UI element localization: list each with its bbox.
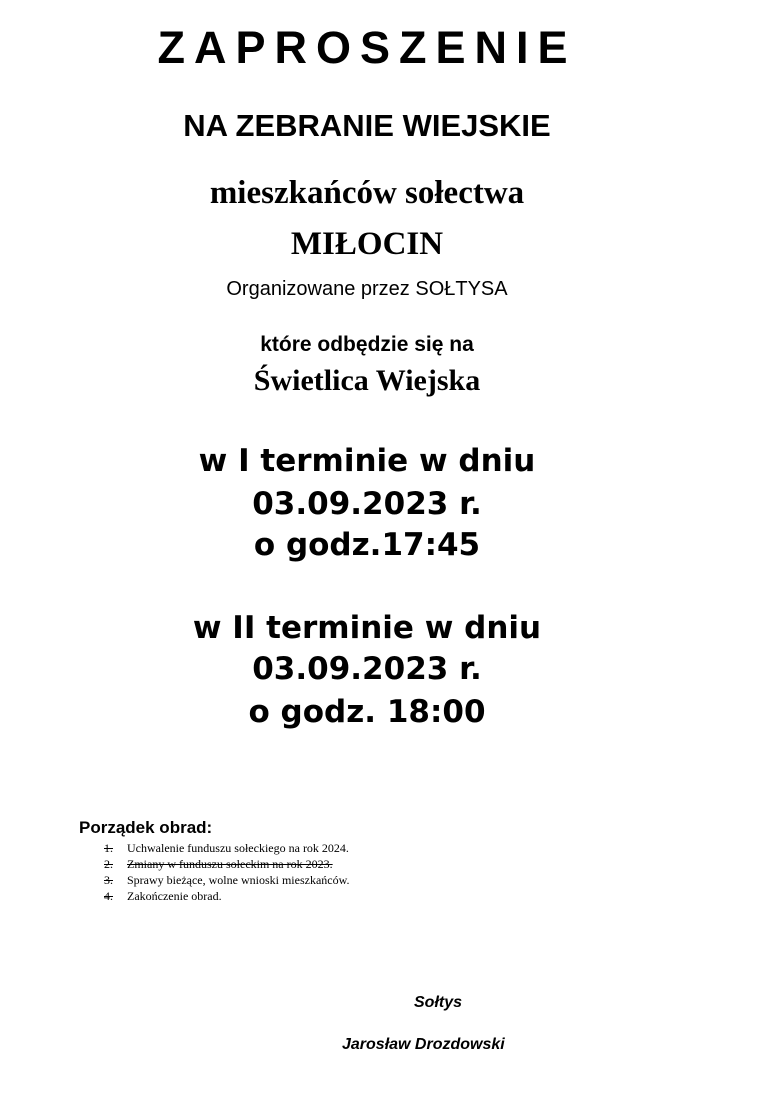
agenda-item [104,840,350,856]
venue-name: Świetlica Wiejska [253,364,481,397]
second-term-time: o godz. 18:00 [248,694,486,730]
agenda-item [104,872,350,888]
residents-line: mieszkańców sołectwa [209,175,525,211]
agenda-item-text: Zakończenie obrad. [127,889,222,903]
first-term-time: o godz.17:45 [253,527,481,563]
agenda-list [104,840,350,904]
signature-role: Sołtys [414,994,463,1011]
agenda-item-number: 2. [104,857,113,871]
meeting-subtitle: NA ZEBRANIE WIEJSKIE [183,108,551,143]
second-term-date: 03.09.2023 r. [252,651,482,687]
first-term-date: 03.09.2023 r. [252,486,482,522]
agenda-title: Porządek obrad: [79,818,213,837]
agenda-item-number: 4. [104,889,113,903]
agenda-item-number: 1. [104,841,113,855]
organizer-line: Organizowane przez SOŁTYSA [226,278,508,300]
agenda-item-text: Sprawy bieżące, wolne wnioski mieszkańców. [127,873,350,887]
agenda-item [104,888,350,904]
first-term-label: w I terminie w dniu [198,443,536,479]
agenda-item-number: 3. [104,873,113,887]
invitation-title: ZAPROSZENIE [157,22,577,73]
venue-intro: które odbędzie się na [260,333,474,356]
agenda-item-text: Zmiany w funduszu sołeckim na rok 2023. [127,857,333,871]
village-name: MIŁOCIN [290,226,444,262]
second-term-label: w II terminie w dniu [192,610,542,646]
agenda-item-text: Uchwalenie funduszu sołeckiego na rok 2024. [127,841,349,855]
agenda-item [104,856,350,872]
signature-name: Jarosław Drozdowski [342,1036,505,1053]
